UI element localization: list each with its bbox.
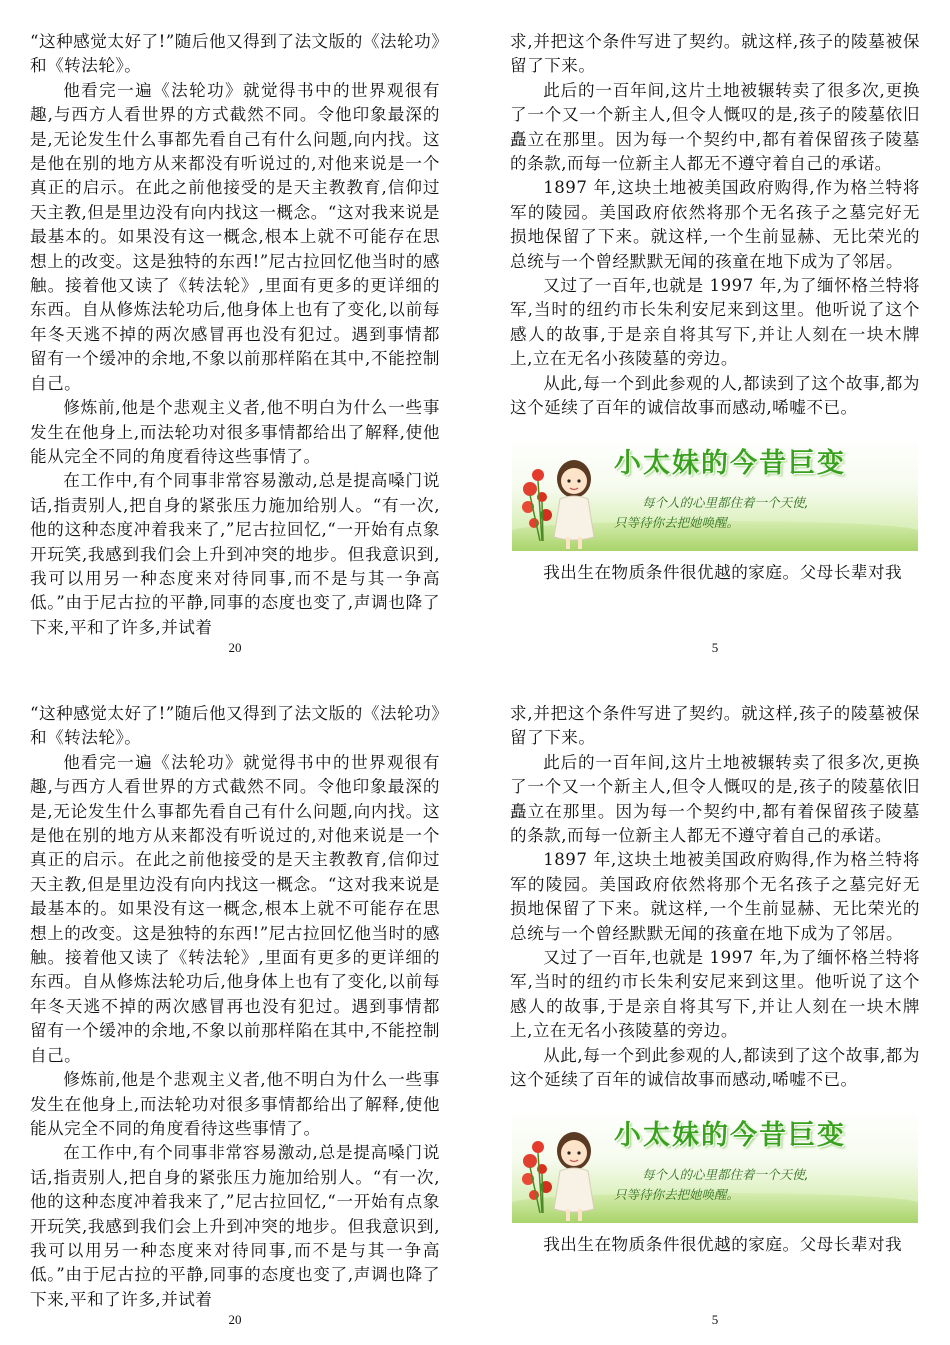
paragraph: 从此,每一个到此参观的人,都读到了这个故事,都为这个延续了百年的诚信故事而感动,唏嘘不已。 [510,1045,920,1090]
banner-subtitle: 只等待你去把她唤醒。 [614,1186,740,1202]
paragraph: 求,并把这个条件写进了契约。就这样,孩子的陵墓被保留了下来。 [510,704,920,748]
paragraph: 从此,每一个到此参观的人,都读到了这个故事,都为这个延续了百年的诚信故事而感动,唏嘘不已。 [510,373,920,418]
story-banner [512,1109,918,1223]
paragraph: 求,并把这个条件写进了契约。就这样,孩子的陵墓被保留了下来。 [510,32,920,76]
paragraph: “这种感觉太好了!”随后他又得到了法文版的《法轮功》和《转法轮》。 [30,704,440,748]
paragraph: 我出生在物质条件很优越的家庭。父母长辈对我 [543,1234,903,1254]
paragraph: 1897 年,这块土地被美国政府购得,作为格兰特将军的陵园。美国政府依然将那个无名孩子之墓完好无损地保留了下来。就这样,一个生前显赫、无比荣光的总统与一个曾经默默无闻的孩童在地下成为了邻居。 [510,178,920,271]
right-page [510,702,920,1262]
right-page [510,30,920,590]
page-number: 20 [228,1312,242,1327]
paragraph: “这种感觉太好了!”随后他又得到了法文版的《法轮功》和《转法轮》。 [30,32,440,76]
paragraph: 此后的一百年间,这片土地被辗转卖了很多次,更换了一个又一个新主人,但令人慨叹的是,孩子的陵墓依旧矗立在那里。因为每一个契约中,都有着保留孩子陵墓的条款,而每一位新主人都无不遵守着自己的承诺。 [510,752,920,846]
banner-title: 小太妹的今昔巨变 [614,447,846,479]
page-number: 5 [711,640,719,655]
page-number: 5 [711,1312,719,1327]
story-banner [512,437,918,551]
left-page [30,702,440,1309]
paragraph: 我出生在物质条件很优越的家庭。父母长辈对我 [543,562,903,582]
paragraph: 又过了一百年,也就是 1997 年,为了缅怀格兰特将军,当时的纽约市长朱利安尼来到这里。他听说了这个感人的故事,于是亲自将其写下,并让人刻在一块木牌上,立在无名小孩陵墓的旁边。 [510,276,920,369]
paragraph: 他看完一遍《法轮功》就觉得书中的世界观很有趣,与西方人看世界的方式截然不同。令他印象最深的是,无论发生什么事都先看自己有什么问题,向内找。这是他在别的地方从来都没有听说过的,对他来说是一个真正的启示。在此之前他接受的是天主教教育,信仰过天主教,但是里边没有向内找这一概念。“这对我来说是最基本的。如果没有这一概念,根本上就不可能存在思想上的改变。这是独特的东西!”尼古拉回忆他当时的感触。接着他又读了《转法轮》,里面有更多的更详细的东西。自从修炼法轮功后,他身体上也有了变化,以前每年冬天逃不掉的两次感冒再也没有犯过。遇到事情都留有一个缓冲的余地,不象以前那样陷在其中,不能控制自己。 [30,80,440,393]
paragraph: 在工作中,有个同事非常容易激动,总是提高嗓门说话,指责别人,把自身的紧张压力施加给别人。“有一次,他的这种态度冲着我来了,”尼古拉回忆,“一开始有点象开玩笑,我感到我们会上升到冲突的地步。但我意识到,我可以用另一种态度来对待同事,而不是与其一争高低。”由于尼古拉的平静,同事的态度也变了,声调也降了下来,平和了许多,并试着 [30,471,440,637]
paragraph: 修炼前,他是个悲观主义者,他不明白为什么一些事发生在他身上,而法轮功对很多事情都给出了解释,使他能从完全不同的角度看待这些事情了。 [30,398,440,466]
paragraph: 此后的一百年间,这片土地被辗转卖了很多次,更换了一个又一个新主人,但令人慨叹的是,孩子的陵墓依旧矗立在那里。因为每一个契约中,都有着保留孩子陵墓的条款,而每一位新主人都无不遵守着自己的承诺。 [510,80,920,174]
girl-with-flowers-icon [516,445,608,551]
banner-subtitle: 每个人的心里都住着一个天使, [642,494,809,510]
paragraph: 又过了一百年,也就是 1997 年,为了缅怀格兰特将军,当时的纽约市长朱利安尼来到这里。他听说了这个感人的故事,于是亲自将其写下,并让人刻在一块木牌上,立在无名小孩陵墓的旁边。 [510,948,920,1041]
paragraph: 修炼前,他是个悲观主义者,他不明白为什么一些事发生在他身上,而法轮功对很多事情都给出了解释,使他能从完全不同的角度看待这些事情了。 [30,1070,440,1138]
girl-with-flowers-icon [516,1117,608,1223]
banner-subtitle: 只等待你去把她唤醒。 [614,514,740,530]
banner-subtitle: 每个人的心里都住着一个天使, [642,1166,809,1182]
spread-top [0,0,950,672]
left-page [30,30,440,637]
paragraph: 在工作中,有个同事非常容易激动,总是提高嗓门说话,指责别人,把自身的紧张压力施加给别人。“有一次,他的这种态度冲着我来了,”尼古拉回忆,“一开始有点象开玩笑,我感到我们会上升到冲突的地步。但我意识到,我可以用另一种态度来对待同事,而不是与其一争高低。”由于尼古拉的平静,同事的态度也变了,声调也降了下来,平和了许多,并试着 [30,1143,440,1309]
banner-title: 小太妹的今昔巨变 [614,1119,846,1151]
spread-bottom [0,672,950,1344]
paragraph: 1897 年,这块土地被美国政府购得,作为格兰特将军的陵园。美国政府依然将那个无名孩子之墓完好无损地保留了下来。就这样,一个生前显赫、无比荣光的总统与一个曾经默默无闻的孩童在地下成为了邻居。 [510,850,920,943]
page-number: 20 [228,640,242,655]
paragraph: 他看完一遍《法轮功》就觉得书中的世界观很有趣,与西方人看世界的方式截然不同。令他印象最深的是,无论发生什么事都先看自己有什么问题,向内找。这是他在别的地方从来都没有听说过的,对他来说是一个真正的启示。在此之前他接受的是天主教教育,信仰过天主教,但是里边没有向内找这一概念。“这对我来说是最基本的。如果没有这一概念,根本上就不可能存在思想上的改变。这是独特的东西!”尼古拉回忆他当时的感触。接着他又读了《转法轮》,里面有更多的更详细的东西。自从修炼法轮功后,他身体上也有了变化,以前每年冬天逃不掉的两次感冒再也没有犯过。遇到事情都留有一个缓冲的余地,不象以前那样陷在其中,不能控制自己。 [30,752,440,1065]
